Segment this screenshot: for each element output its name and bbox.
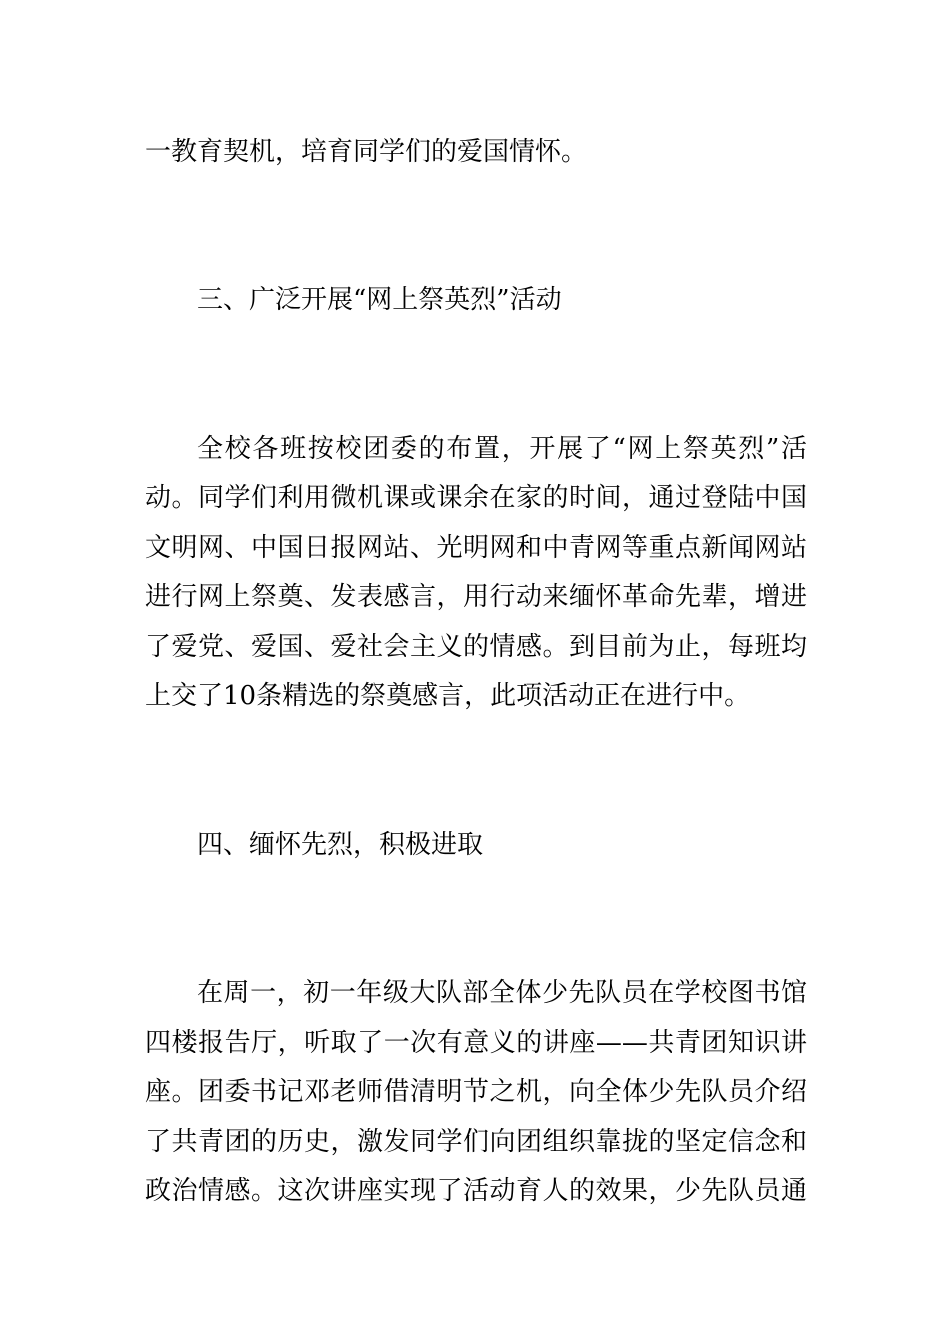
section-3-line-1: 全校各班按校团委的布置，开展了“网上祭英烈”活 bbox=[197, 434, 807, 464]
section-4-line-3: 座。团委书记邓老师借清明节之机，向全体少先队员介绍 bbox=[145, 1077, 807, 1107]
section-4-heading: 四、缅怀先烈，积极进取 bbox=[197, 830, 484, 860]
section-3-line-5: 了爱党、爱国、爱社会主义的情感。到目前为止，每班均 bbox=[145, 632, 807, 662]
section-3-line-2: 动。同学们利用微机课或课余在家的时间，通过登陆中国 bbox=[145, 483, 807, 513]
section-3-heading: 三、广泛开展“网上祭英烈”活动 bbox=[197, 285, 562, 315]
section-3-line-4: 进行网上祭奠、发表感言，用行动来缅怀革命先辈，增进 bbox=[145, 582, 807, 612]
section-4-line-2: 四楼报告厅，听取了一次有意义的讲座——共青团知识讲 bbox=[145, 1028, 807, 1058]
section-4-line-4: 了共青团的历史，激发同学们向团组织靠拢的坚定信念和 bbox=[145, 1127, 807, 1157]
section-3-line-3: 文明网、中国日报网站、光明网和中青网等重点新闻网站 bbox=[145, 533, 807, 563]
section-4-line-5: 政治情感。这次讲座实现了活动育人的效果，少先队员通 bbox=[145, 1176, 807, 1206]
section-3-line-6: 上交了10条精选的祭奠感言，此项活动正在进行中。 bbox=[145, 681, 751, 711]
intro-line-1: 一教育契机，培育同学们的爱国情怀。 bbox=[145, 137, 588, 167]
section-4-line-1: 在周一，初一年级大队部全体少先队员在学校图书馆 bbox=[197, 978, 807, 1008]
